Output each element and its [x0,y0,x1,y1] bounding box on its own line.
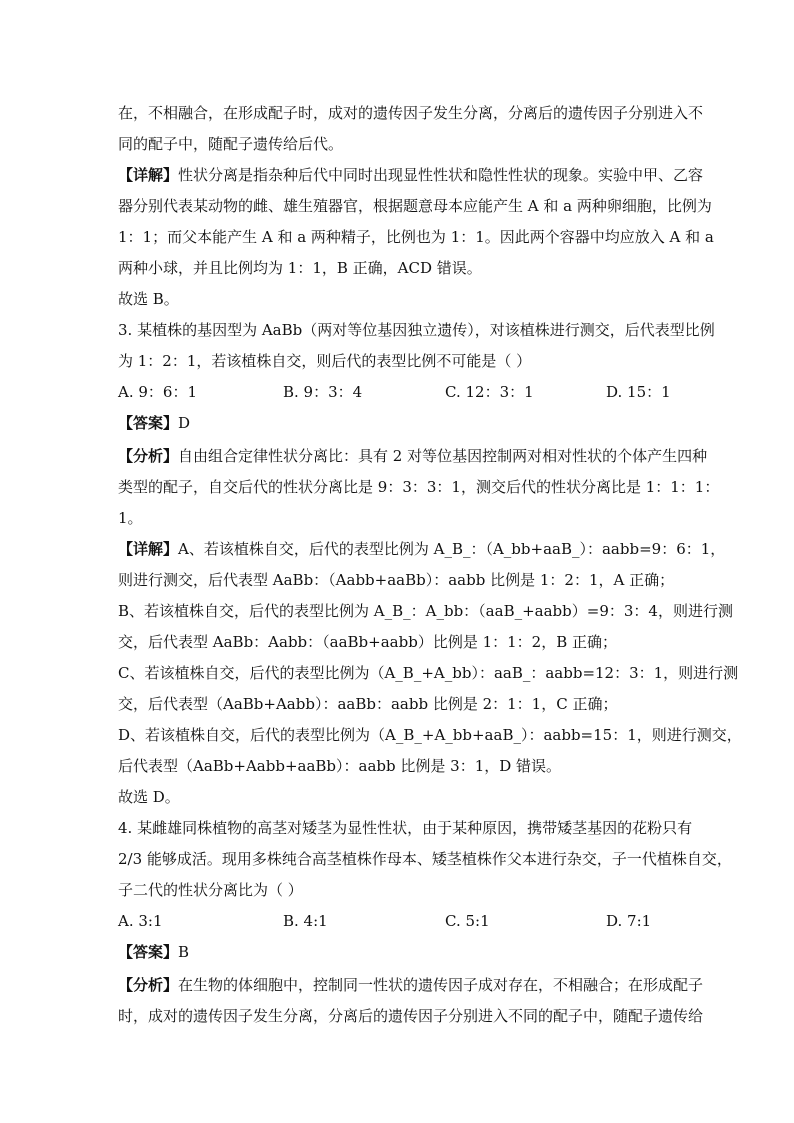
option-a: A. 9：6：1 [118,383,197,401]
option-b: B. 4:1 [283,912,328,930]
section-tag: 【详解】 [118,166,179,184]
question-4-stem: 4. 某雌雄同株植物的高茎对矮茎为显性性状，由于某种原因，携带矮茎基因的花粉只有 [118,819,693,837]
question-3-options [118,382,678,402]
text-line: 交，后代表型（AaBb+Aabb）：aaBb：aabb 比例是 2：1：1，C 正确； [118,695,618,713]
text-line: 【分析】自由组合定律性状分离比：具有 2 对等位基因控制两对相对性状的个体产生四种 [118,447,708,465]
text-line: 交，后代表型 AaBb：Aabb：（aaBb+aabb）比例是 1：1：2，B 正确； [118,633,618,651]
text-line: D、若该植株自交，后代的表型比例为（A_B_+A_bb+aaB_）：aabb=15：1，则进行测交， [118,726,742,744]
text-line: 在，不相融合，在形成配子时，成对的遗传因子发生分离，分离后的遗传因子分别进入不 [118,104,704,122]
option-c: C. 5:1 [445,912,490,930]
text-line: 同的配子中，随配子遗传给后代。 [118,135,344,153]
text-line: 【详解】性状分离是指杂种后代中同时出现显性性状和隐性性状的现象。实验中甲、乙容 [118,166,704,184]
option-c: C. 12：3：1 [445,383,534,401]
text-line: 则进行测交，后代表型 AaBb：（Aabb+aaBb）：aabb 比例是 1：2：1，A 正确； [118,571,675,589]
section-tag: 【答案】 [118,943,179,961]
text-line: 两种小球，并且比例均为 1：1，B 正确，ACD 错误。 [118,259,482,277]
text-line: 类型的配子，自交后代的性状分离比是 9：3：3：1，测交后代的性状分离比是 1：1：1： [118,478,720,496]
text-line: 故选 B。 [118,290,179,308]
text-line: 时，成对的遗传因子发生分离，分离后的遗传因子分别进入不同的配子中，随配子遗传给 [118,1007,704,1025]
text-line: C、若该植株自交，后代的表型比例为（A_B_+A_bb）：aaB_：aabb=12：3：1，则进行测 [118,664,739,682]
answer-line: 【答案】B [118,943,190,961]
section-tag: 【答案】 [118,414,179,432]
question-4-options [118,911,678,931]
section-tag: 【详解】 [118,540,179,558]
text-line: 后代表型（AaBb+Aabb+aaBb）：aabb 比例是 3：1，D 错误。 [118,757,562,775]
question-3-stem: 3. 某植株的基因型为 AaBb（两对等位基因独立遗传），对该植株进行测交，后代表型比例 [118,321,715,339]
question-4-stem: 子二代的性状分离比为（ ） [118,881,303,899]
question-4-stem: 2/3 能够成活。现用多株纯合高茎植株作母本、矮茎植株作父本进行杂交，子一代植株自交， [118,850,732,868]
text-line: 【详解】A、若该植株自交，后代的表型比例为 A_B_：（A_bb+aaB_）：aabb=9：6：1， [118,540,726,558]
text-line: 故选 D。 [118,788,180,806]
option-d: D. 15：1 [606,383,671,401]
text-line: 1：1；而父本能产生 A 和 a 两种精子，比例也为 1：1。因此两个容器中均应放入 A 和 a [118,228,714,246]
text-line: B、若该植株自交，后代的表型比例为 A_B_：A_bb：（aaB_+aabb）=9：3：4，则进行测 [118,602,733,620]
text-line: 器分别代表某动物的雌、雄生殖器官，根据题意母本应能产生 A 和 a 两种卵细胞，比例为 [118,197,712,215]
section-tag: 【分析】 [118,976,179,994]
section-tag: 【分析】 [118,447,179,465]
option-d: D. 7:1 [606,912,652,930]
option-b: B. 9：3：4 [283,383,363,401]
answer-line: 【答案】D [118,414,191,432]
text-line: 1。 [118,509,143,527]
option-a: A. 3:1 [118,912,163,930]
text-line: 【分析】在生物的体细胞中，控制同一性状的遗传因子成对存在，不相融合；在形成配子 [118,976,704,994]
question-3-stem: 为 1：2：1，若该植株自交，则后代的表型比例不可能是（ ） [118,352,532,370]
